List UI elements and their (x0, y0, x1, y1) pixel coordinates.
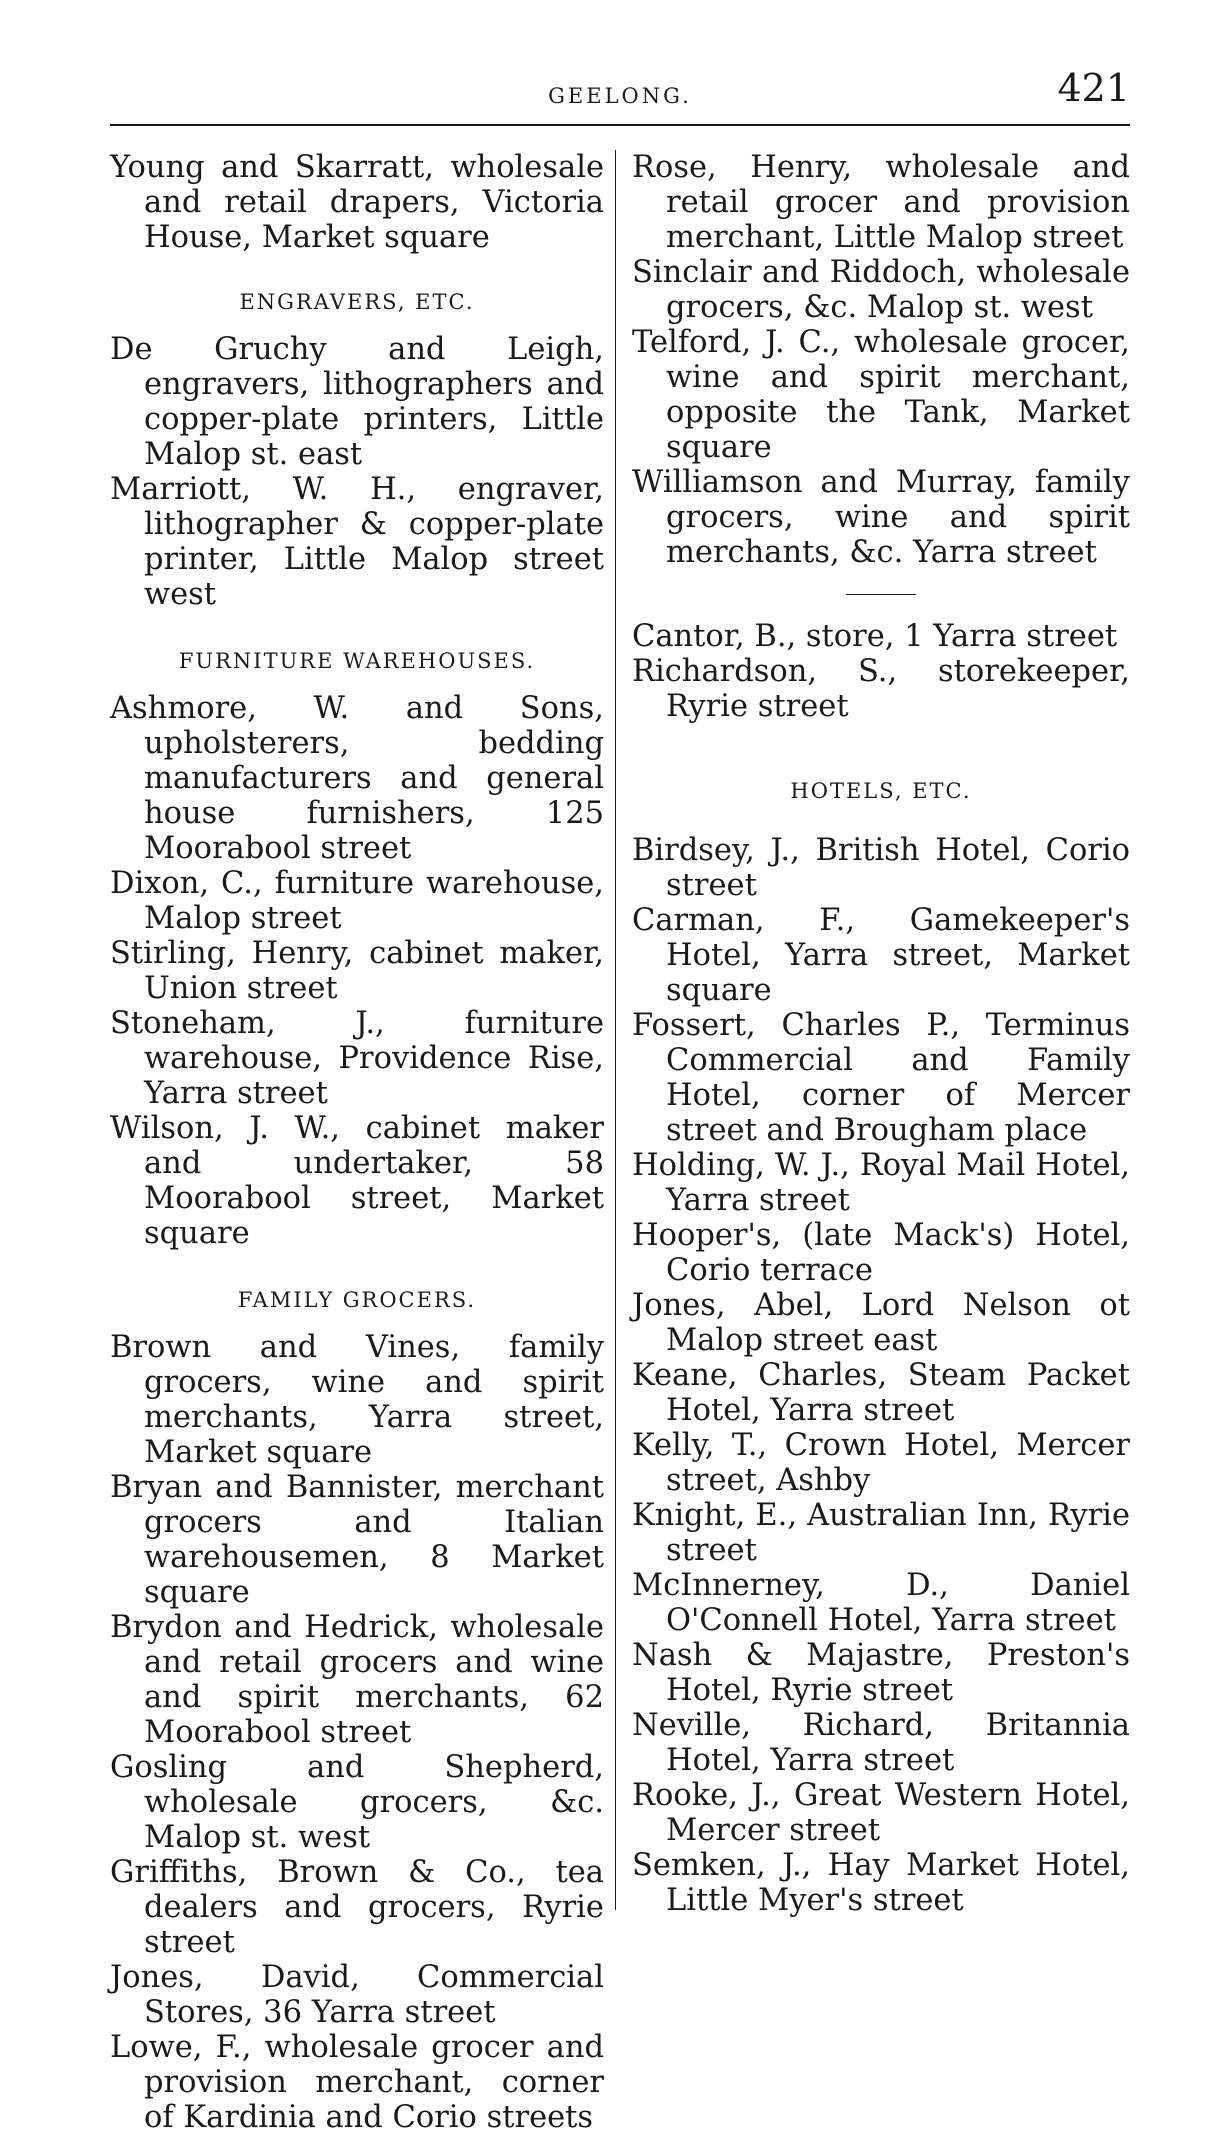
directory-entry: Semken, J., Hay Market Hotel, Little Myer's street (632, 1848, 1130, 1918)
running-title: GEELONG. (548, 84, 692, 108)
directory-entry: Stoneham, J., furniture warehouse, Providence Rise, Yarra street (110, 1006, 604, 1111)
directory-entry: Rooke, J., Great Western Hotel, Mercer street (632, 1778, 1130, 1848)
directory-entry: Brown and Vines, family grocers, wine and spirit merchants, Yarra street, Market square (110, 1330, 604, 1470)
directory-entry: Birdsey, J., British Hotel, Corio street (632, 833, 1130, 903)
header-rule (110, 124, 1130, 126)
directory-entry: Jones, Abel, Lord Nelson ot Malop street east (632, 1288, 1130, 1358)
directory-entry: Stirling, Henry, cabinet maker, Union street (110, 936, 604, 1006)
page-number: 421 (1057, 66, 1130, 110)
left-column (110, 150, 604, 2135)
section-heading-engravers: ENGRAVERS, ETC. (239, 290, 475, 314)
directory-entry: Carman, F., Gamekeeper's Hotel, Yarra street, Market square (632, 903, 1130, 1008)
directory-entry: Gosling and Shepherd, wholesale grocers, &c. Malop st. west (110, 1750, 604, 1855)
directory-entry: Young and Skarratt, wholesale and retail drapers, Victoria House, Market square (110, 150, 604, 255)
directory-entry: Knight, E., Australian Inn, Ryrie street (632, 1498, 1130, 1568)
directory-entry: McInnerney, D., Daniel O'Connell Hotel, Yarra street (632, 1568, 1130, 1638)
directory-entry: Cantor, B., store, 1 Yarra street (632, 619, 1118, 654)
section-separator (846, 594, 916, 595)
section-heading-furniture: FURNITURE WAREHOUSES. (178, 649, 536, 673)
directory-entry: Marriott, W. H., engraver, lithographer & copper-plate printer, Little Malop street west (110, 472, 604, 612)
directory-entry: Nash & Majastre, Preston's Hotel, Ryrie street (632, 1638, 1130, 1708)
directory-entry: Fossert, Charles P., Terminus Commercial and Family Hotel, corner of Mercer street and Brougham place (632, 1008, 1130, 1148)
directory-entry: Holding, W. J., Royal Mail Hotel, Yarra street (632, 1148, 1130, 1218)
right-column (632, 150, 1130, 1918)
directory-entry: Wilson, J. W., cabinet maker and undertaker, 58 Moorabool street, Market square (110, 1111, 604, 1251)
directory-entry: Telford, J. C., wholesale grocer, wine and spirit merchant, opposite the Tank, Market square (632, 325, 1130, 465)
directory-entry: Brydon and Hedrick, wholesale and retail grocers and wine and spirit merchants, 62 Moorabool street (110, 1610, 604, 1750)
directory-entry: Williamson and Murray, family grocers, wine and spirit merchants, &c. Yarra street (632, 465, 1130, 570)
directory-entry: Keane, Charles, Steam Packet Hotel, Yarra street (632, 1358, 1130, 1428)
directory-entry: Lowe, F., wholesale grocer and provision merchant, corner of Kardinia and Corio streets (110, 2030, 604, 2135)
directory-entry: Dixon, C., furniture warehouse, Malop street (110, 866, 604, 936)
directory-entry: Bryan and Bannister, merchant grocers and Italian warehousemen, 8 Market square (110, 1470, 604, 1610)
directory-entry: Griffiths, Brown & Co., tea dealers and grocers, Ryrie street (110, 1855, 604, 1960)
directory-entry: De Gruchy and Leigh, engravers, lithographers and copper-plate printers, Little Malop st. east (110, 332, 604, 472)
page-header (110, 66, 1130, 116)
section-heading-grocers: FAMILY GROCERS. (237, 1288, 477, 1312)
section-heading-hotels: HOTELS, ETC. (790, 779, 972, 803)
directory-entry: Richardson, S., storekeeper, Ryrie street (632, 654, 1130, 724)
column-divider (615, 150, 616, 1910)
directory-entry: Neville, Richard, Britannia Hotel, Yarra street (632, 1708, 1130, 1778)
directory-entry: Sinclair and Riddoch, wholesale grocers, &c. Malop st. west (632, 255, 1130, 325)
directory-entry: Jones, David, Commercial Stores, 36 Yarra street (110, 1960, 604, 2030)
directory-entry: Hooper's, (late Mack's) Hotel, Corio terrace (632, 1218, 1130, 1288)
directory-entry: Rose, Henry, wholesale and retail grocer and provision merchant, Little Malop street (632, 150, 1130, 255)
directory-entry: Kelly, T., Crown Hotel, Mercer street, Ashby (632, 1428, 1130, 1498)
directory-entry: Ashmore, W. and Sons, upholsterers, bedding manufacturers and general house furnishers, 125 Moorabool street (110, 691, 604, 866)
